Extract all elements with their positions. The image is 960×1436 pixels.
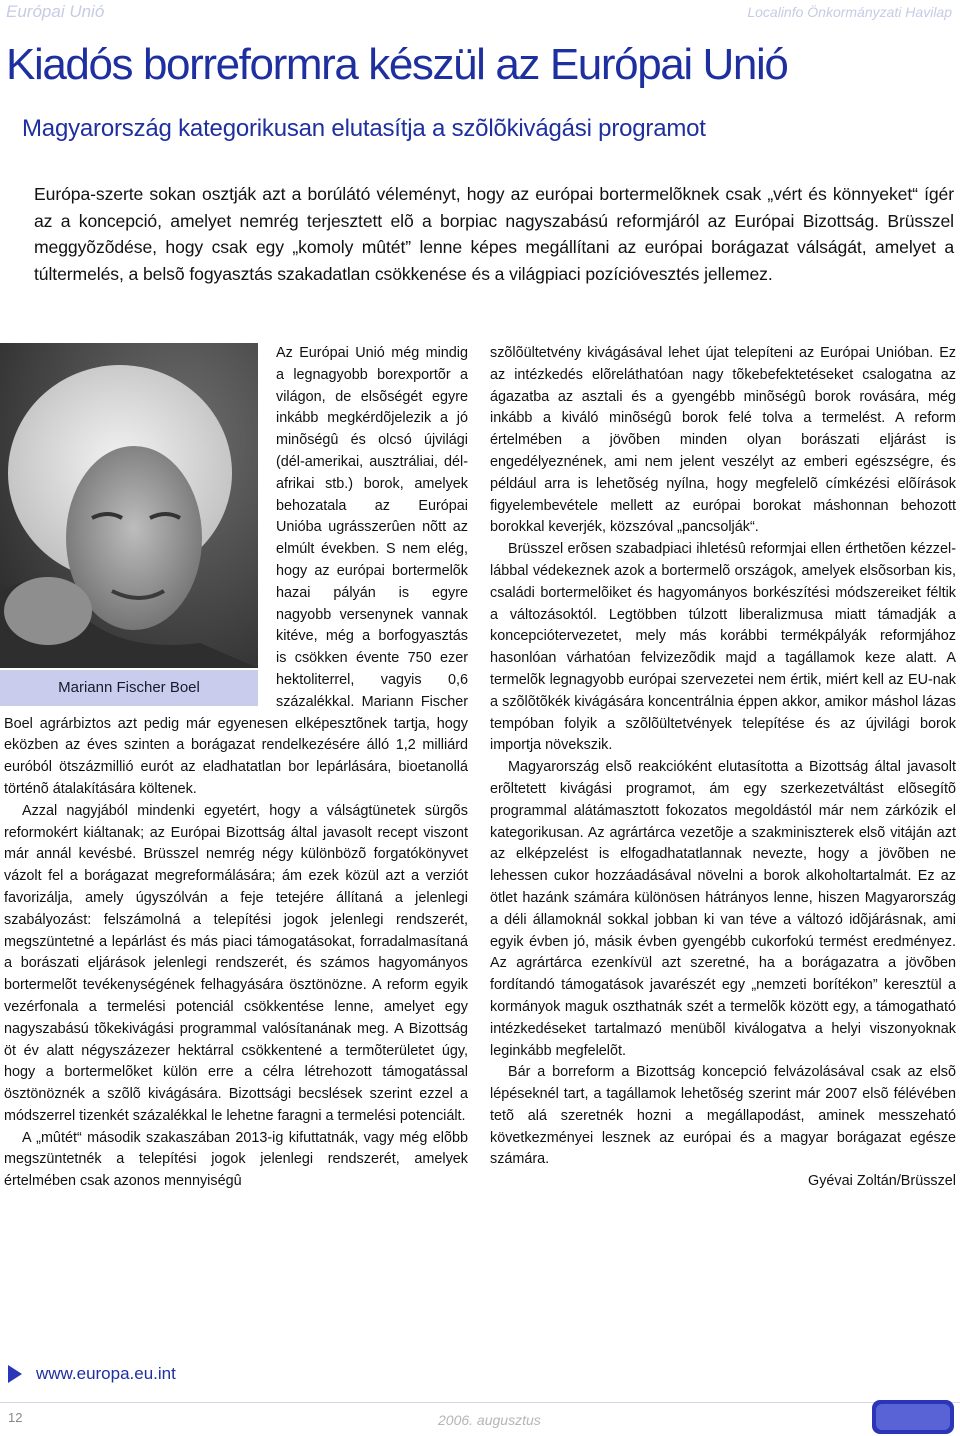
- article-lead: Európa-szerte sokan osztják azt a borúlátó véleményt, hogy az európai bortermelõknek csak „vért és könnyeket“ ígér az a koncepció, amelyet nemrég terjesztett elõ a borpiac nagyszabású reformjáról az Európai Bizottság. Brüsszel meggyõzõdése, hogy csak egy „komoly mûtét” lenne képes megállítani az európai borágazat válságát, amelyet a túltermelés, a belsõ fogyasztás szakadatlan csökkenése és a világpiaci pozícióvesztés jellemez.: [34, 184, 954, 284]
- left-paragraph: A „mûtét“ második szakaszában 2013-ig kifuttatnák, vagy még elõbb megszüntetnék a telepítési jogok jelenlegi rendszerét, amelyek értelmében csak azonos mennyiségû: [4, 1129, 468, 1190]
- article-subtitle: Magyarország kategorikusan elutasítja a szõlõkivágási programot: [22, 115, 706, 142]
- footer-divider: [0, 1402, 960, 1403]
- localinfo-logo: [872, 1396, 954, 1436]
- right-column: [490, 343, 956, 1193]
- right-paragraph: Magyarország elsõ reakcióként elutasította a Bizottság által javasolt erõltetett kivágási programot, ám egy szerkezetváltást elõsegítõ programmal alátámasztott fokozatos megoldástól már nem zárkózik el kategorikusan. Az agrártárca vezetõje a szakminiszterek elsõ vitáján azt az elképzelést is elfogadhatatlannak nevezte, hogy a jövõben ne lehessen cukor hozzáadásával növelni a borok alkoholtartalmát. Ez az ötlet hazánk számára különösen hátrányos lenne, hiszen Magyarország a déli államoknál sokkal jobban ki van téve a változó idõjárásnak, ami egyik évben jó, másik évben gyengébb cukorfokú termést eredményez. Az agrártárca ezenkívül azt szeretné, ha a borágazatra a jövõben fordítandó támogatások javarészét egy „nemzeti borítékon” keresztül a kormányok maguk oszthatnák szét a termelõk között egy, a támogatható intézkedéseket tartalmazó menübõl kiválogatva a helyi viszonyoknak leginkább megfelelõt.: [490, 759, 956, 1059]
- right-paragraph: Bár a borreform a Bizottság koncepció felvázolásával csak az elsõ lépéseknél tart, a tagállamok lehetõség szerint már 2007 elsõ félévében tetõ alá szeretnék hozni a megállapodást, aminek messzeható következményei lesznek az európai és a magyar borágazat egésze számára.: [490, 1064, 956, 1168]
- issue-date: 2006. augusztus: [438, 1412, 541, 1428]
- publication-header: Localinfo Önkormányzati Havilap: [747, 4, 952, 20]
- page-number: 12: [8, 1410, 23, 1425]
- left-paragraph: Azzal nagyjából mindenki egyetért, hogy a válságtünetek sürgõs reformokért kiáltanak; az Európai Bizottság által javasolt recept viszont már annál kevésbé. Brüsszel nemrég négy különbözõ forgatókönyvet vázolt fel a borágazat megreformálására; ám ezek közül azt a verziót favorizálja, amely úgyszólván a feje tetejére állítaná a jelenlegi szabályozást: felszámolná a telepítési jogok jelenlegi rendszerét, megszüntetné a lepárlást és más piaci támogatásokat, forradalmasítaná a borászati eljárások jelenlegi rendszerét, és számos hagyományos bortermelõt tevékenységének felhagyására ösztönözne. A reform egyik vezérfonala a termelési potenciál csökkentése lenne, amelyet egy nagyszabású tõkekivágási programmal valósítanának meg. A Bizottság öt év alatt négyszázezer hektárral csökkentené a termõterületet úgy, hogy a bortermelõket külön erre a célra létrehozott támogatással ösztönöznék a szõlõ kivágására. Bizottsági becslések szerint ezzel a módszerrel tizenkét százalékkal le lehetne faragni a termelési potenciált.: [4, 802, 468, 1124]
- europa-link[interactable]: www.europa.eu.int: [36, 1364, 176, 1383]
- right-paragraph: Brüsszel erõsen szabadpiaci ihletésû reformjai ellen érthetõen kézzel-lábbal védekeznek azok a bortermelõ országok, amelyek elsõsorban kis, családi bortermelõiket és hagyományos borkészítési módszereiket féltik a változásoktól. Legtöbben túlzott liberalizmusa miatt támadják a koncepciótervezetet, mely más korábbi termékpályák reformjához hasonlóan várhatóan felvizezõdik majd a tagállamok keze alatt. A termelõk legnagyobb európai szervezetei nem értik, miért kell az EU-nak a szõlõtõkék kivágására koncentrálnia éppen akkor, amikor máshol lázas tempóban folyik a szõlõültetvények telepítése és az újvilági borok importja növekszik.: [490, 541, 956, 754]
- article-byline: Gyévai Zoltán/Brüsszel: [808, 1173, 956, 1190]
- link-row: [8, 1364, 176, 1384]
- left-column: [4, 343, 468, 1193]
- portrait-photo: [0, 343, 258, 668]
- right-paragraph: szõlõültetvény kivágásával lehet újat telepíteni az Európai Unióban. Ez az intézkedés elõreláthatóan nagy tõkebefektetéseket csalogatna az ágazatba az asztali és a gyengébb minõségû borok rovására, még inkább a kiváló minõségû borok felé tolva a termelést. A reform értelmében a jövõben minden olyan borászati eljárást is engedélyeznének, ami nem jelent veszélyt az emberi egészségre, és például arra is lehetõség nyílna, hogy megfelelõ címkézési elõírások figyelembevétele mellett az európai borokat máshonnan behozott borokkal keverjék, közszóval „pancsolják“.: [490, 345, 956, 536]
- portrait-illustration: [0, 343, 258, 668]
- section-header: Európai Unió: [6, 2, 105, 21]
- left-paragraph: Az Európai Unió még mindig a legnagyobb borexportõr a világon, de elsõségét egyre inkább megkérdõjelezik a jó minõségû és olcsó újvilági (dél-amerikai, ausztráliai, dél-afrikai stb.) borok, amelyek behozatala az Európai Unióba ugrásszerûen nõtt az elmúlt években. S nem elég, hogy az európai bortermelõk hazai pályán is egyre nagyobb versenynek vannak kitéve, még a borfogyasztás is csökken évente 750 ezer hektoliterrel, vagyis 0,6 százalékkal. Mariann Fischer Boel agrárbiztos azt pedig már egyenesen elképesztõnek tartja, hogy eközben az éves szinten a borágazat rendelkezésére álló 1,2 milliárd euróból ötszázmillió eurót az eladhatatlan bor lepárlására, bioetanollá történõ átalakítására költenek.: [4, 345, 468, 797]
- photo-caption: Mariann Fischer Boel: [0, 670, 258, 706]
- arrow-right-icon: [8, 1365, 22, 1383]
- photo-block: [0, 343, 268, 709]
- article-title: Kiadós borreformra készül az Európai Unió: [6, 40, 788, 89]
